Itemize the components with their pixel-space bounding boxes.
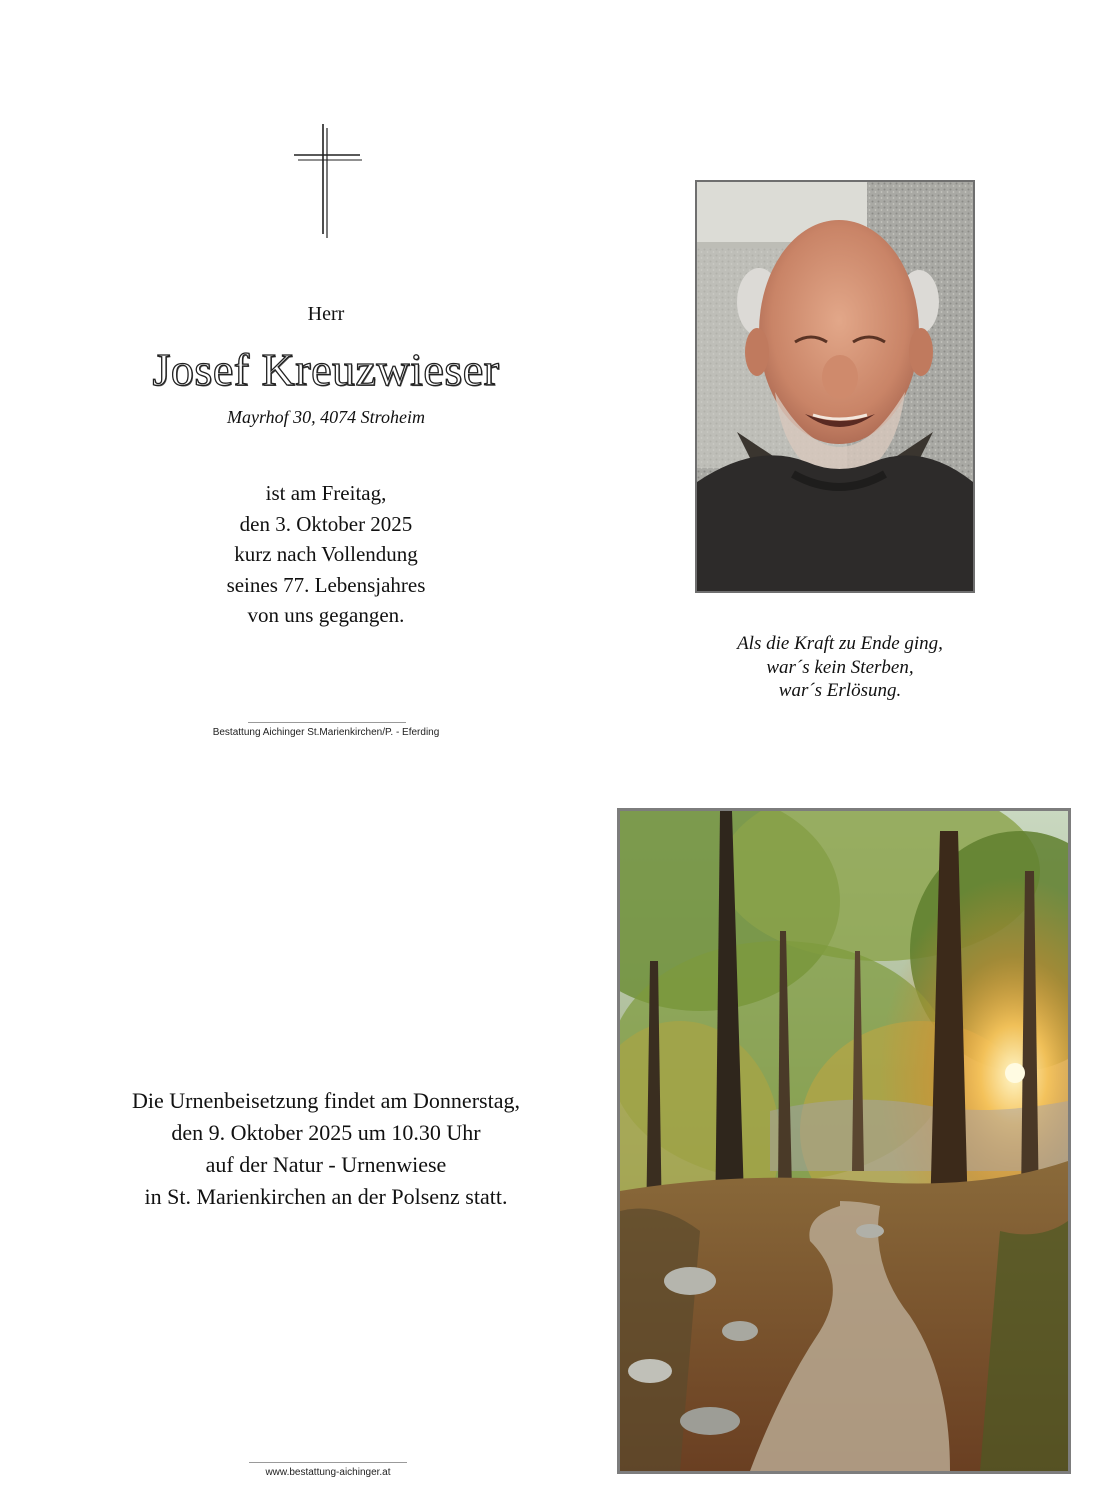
quote-line: war´s kein Sterben, — [766, 656, 914, 678]
death-line: von uns gegangen. — [247, 603, 405, 627]
divider — [248, 722, 406, 723]
death-line: seines 77. Lebensjahres — [226, 572, 426, 597]
cross-icon — [292, 122, 364, 238]
burial-line: in St. Marienkirchen an der Polsenz statt. — [144, 1184, 508, 1209]
burial-line: den 9. Oktober 2025 um 10.30 Uhr — [171, 1120, 481, 1145]
death-announcement — [126, 478, 526, 631]
quote-line: war´s Erlösung. — [778, 680, 902, 701]
divider — [249, 1462, 407, 1463]
salutation: Herr — [307, 303, 345, 325]
address: Mayrhof 30, 4074 Stroheim — [227, 407, 425, 427]
burial-announcement — [76, 1085, 576, 1213]
death-line: ist am Freitag, — [265, 481, 387, 505]
website-link[interactable]: www.bestattung-aichinger.at — [265, 1467, 391, 1478]
burial-line: Die Urnenbeisetzung findet am Donnerstag, — [132, 1088, 520, 1113]
deceased-name: Josef Kreuzwieser — [152, 344, 500, 395]
undertaker-name: Bestattung Aichinger St.Marienkirchen/P. - Eferding — [212, 727, 440, 738]
memorial-quote — [690, 632, 990, 703]
burial-line: auf der Natur - Urnenwiese — [205, 1152, 447, 1177]
portrait-photo — [695, 180, 975, 593]
death-line: den 3. Oktober 2025 — [239, 511, 413, 536]
forest-path-image — [617, 808, 1071, 1474]
death-line: kurz nach Vollendung — [234, 542, 418, 566]
quote-line: Als die Kraft zu Ende ging, — [737, 633, 943, 654]
